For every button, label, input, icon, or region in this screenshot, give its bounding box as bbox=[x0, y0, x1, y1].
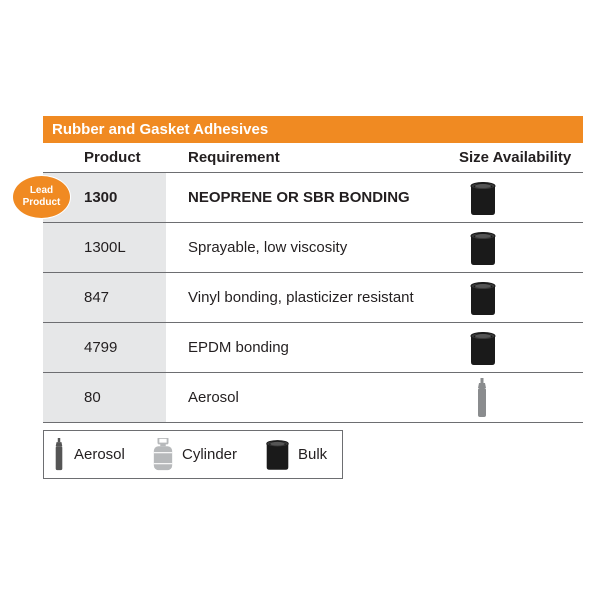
aerosol-icon bbox=[54, 438, 64, 471]
legend-label-aerosol: Aerosol bbox=[74, 446, 125, 463]
legend-label-cylinder: Cylinder bbox=[182, 446, 238, 463]
requirement-text: Sprayable, low viscosity bbox=[188, 239, 348, 256]
table-row bbox=[43, 223, 583, 273]
badge-line-lead: Lead bbox=[29, 185, 54, 196]
header-size-availability: Size Availability bbox=[459, 149, 572, 166]
bulk-icon bbox=[468, 180, 498, 216]
requirement-text: Aerosol bbox=[188, 389, 239, 406]
table-row bbox=[43, 273, 583, 323]
product-code: 4799 bbox=[84, 339, 118, 356]
legend-label-bulk: Bulk bbox=[298, 446, 328, 463]
header-product: Product bbox=[84, 149, 141, 166]
header-requirement: Requirement bbox=[188, 149, 280, 166]
product-cell bbox=[43, 373, 166, 422]
lead-product-badge bbox=[13, 176, 70, 218]
size-legend bbox=[43, 430, 343, 479]
requirement-text: EPDM bonding bbox=[188, 339, 289, 356]
adhesives-table bbox=[43, 116, 583, 423]
aerosol-icon bbox=[476, 378, 488, 418]
product-code: 1300 bbox=[84, 189, 118, 206]
bulk-icon bbox=[468, 280, 498, 316]
badge-line-product: Product bbox=[22, 197, 61, 208]
bulk-icon bbox=[468, 230, 498, 266]
table-header-row bbox=[43, 143, 583, 173]
bulk-icon bbox=[468, 330, 498, 366]
table-row bbox=[43, 323, 583, 373]
table-title: Rubber and Gasket Adhesives bbox=[43, 116, 583, 143]
product-code: 80 bbox=[84, 389, 101, 406]
product-code: 1300L bbox=[84, 239, 126, 256]
table-row bbox=[43, 173, 583, 223]
product-code: 847 bbox=[84, 289, 110, 306]
cylinder-icon bbox=[152, 438, 174, 471]
table-row bbox=[43, 373, 583, 423]
bulk-icon bbox=[264, 438, 291, 471]
requirement-text: Vinyl bonding, plasticizer resistant bbox=[188, 289, 414, 306]
requirement-text: NEOPRENE OR SBR BONDING bbox=[188, 189, 410, 206]
